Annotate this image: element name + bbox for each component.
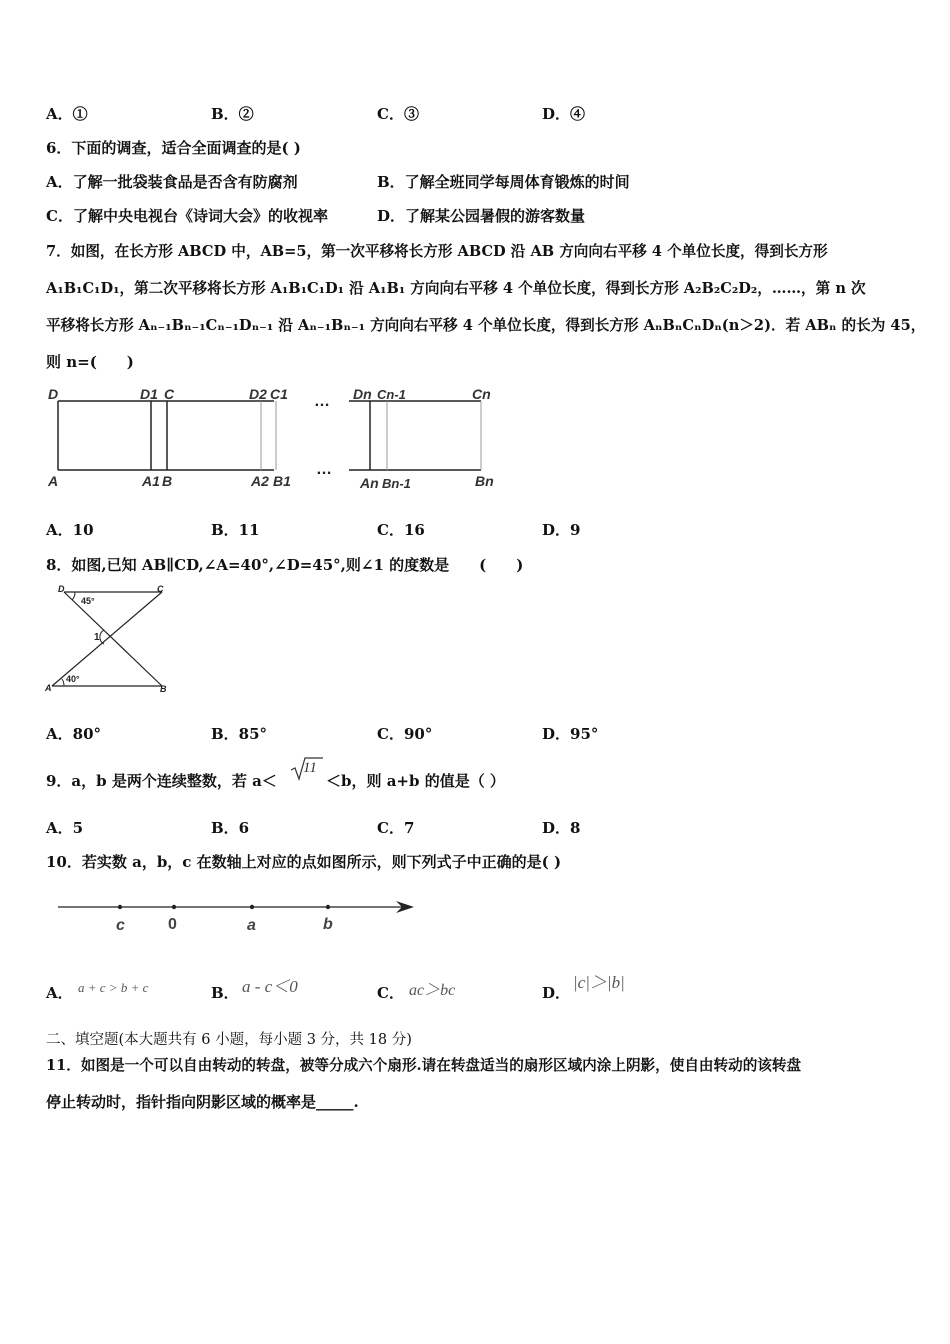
q7-label-A1: A1 bbox=[142, 473, 160, 489]
q10-option-d-expr: |c|＞|b| bbox=[573, 973, 625, 992]
q8-option-b: B．85° bbox=[211, 725, 268, 743]
q10-stem: 10．若实数 a，b，c 在数轴上对应的点如图所示，则下列式子中正确的是( ) bbox=[46, 853, 562, 871]
q7-stem-line4: 则 n=( ) bbox=[46, 353, 134, 371]
q6-option-a: A．了解一批袋装食品是否含有防腐剂 bbox=[46, 173, 298, 191]
q9-option-c: C．7 bbox=[377, 819, 415, 837]
q9-stem-part-a: 9．a，b 是两个连续整数，若 a＜ bbox=[46, 772, 277, 790]
q7-label-A: A bbox=[48, 473, 59, 489]
q8-figure bbox=[44, 582, 174, 697]
q6-option-d: D．了解某公园暑假的游客数量 bbox=[377, 207, 586, 225]
q10-option-d-letter: D． bbox=[542, 984, 571, 1002]
q10-number-line bbox=[54, 895, 424, 940]
q10-label-a: a bbox=[247, 917, 256, 934]
q7-label-B: B bbox=[162, 473, 173, 489]
q7-label-D1: D1 bbox=[140, 386, 158, 402]
q7-label-Dn: Dn bbox=[353, 386, 372, 402]
q9-option-a: A．5 bbox=[46, 819, 84, 837]
q5-option-d: D．④ bbox=[542, 105, 586, 123]
q6-stem: 6．下面的调查，适合全面调查的是( ) bbox=[46, 139, 301, 157]
q11-stem-line2: 停止转动时，指针指向阴影区域的概率是_____. bbox=[46, 1093, 359, 1111]
q8-option-a: A．80° bbox=[46, 725, 102, 743]
q7-stem-line3: 平移将长方形 Aₙ₋₁Bₙ₋₁Cₙ₋₁Dₙ₋₁ 沿 Aₙ₋₁Bₙ₋₁ 方向向右平移 4 个单位长度，得到长方形 AₙBₙCₙDₙ(n＞2)．若 ABₙ 的长为 45， bbox=[46, 317, 926, 334]
q7-label-B1: B1 bbox=[273, 473, 291, 489]
q8-label-40: 40° bbox=[66, 674, 80, 684]
q7-label-Cn-1: Cn-1 bbox=[377, 387, 406, 402]
q10-option-b-letter: B． bbox=[211, 984, 239, 1002]
q9-stem-part-b: ＜b，则 a+b 的值是（ ） bbox=[326, 772, 505, 790]
section2-heading: 二、填空题(本大题共有 6 小题，每小题 3 分，共 18 分) bbox=[46, 1032, 412, 1048]
q7-option-a: A．10 bbox=[46, 521, 94, 539]
q8-stem: 8．如图,已知 AB∥CD,∠A=40°,∠D=45°,则∠1 的度数是 ( ) bbox=[46, 556, 524, 574]
q10-point-b bbox=[326, 905, 330, 909]
q10-option-b-expr: a - c＜0 bbox=[242, 977, 298, 996]
q10-option-a-letter: A． bbox=[46, 984, 73, 1002]
q5-option-a: A．① bbox=[46, 105, 88, 123]
q7-label-An: An bbox=[360, 475, 379, 491]
q8-label-45: 45° bbox=[81, 596, 95, 606]
q8-label-B: B bbox=[160, 684, 167, 694]
q7-label-Cn: Cn bbox=[472, 386, 491, 402]
q6-option-c: C．了解中央电视台《诗词大会》的收视率 bbox=[46, 207, 328, 225]
q8-label-1: 1 bbox=[94, 632, 100, 643]
q9-option-d: D．8 bbox=[542, 819, 581, 837]
q8-angle-d-arc bbox=[72, 592, 75, 600]
q7-label-ellipsis-bottom: … bbox=[316, 461, 332, 478]
q10-option-a-expr: a + c > b + c bbox=[78, 980, 149, 995]
q10-label-0: 0 bbox=[168, 916, 177, 933]
q8-option-d: D．95° bbox=[542, 725, 599, 743]
q11-stem-line1: 11．如图是一个可以自由转动的转盘，被等分成六个扇形.请在转盘适当的扇形区域内涂上阴影，使自由转动的该转盘 bbox=[46, 1057, 802, 1074]
q6-option-b: B．了解全班同学每周体育锻炼的时间 bbox=[377, 173, 630, 191]
q7-label-C: C bbox=[164, 386, 175, 402]
q7-option-b: B．11 bbox=[211, 521, 260, 539]
q10-point-0 bbox=[172, 905, 176, 909]
q7-label-Bn: Bn bbox=[475, 473, 494, 489]
q9-option-b: B．6 bbox=[211, 819, 250, 837]
q7-label-C1: C1 bbox=[270, 386, 288, 402]
q7-label-D2: D2 bbox=[249, 386, 267, 402]
q8-angle-a-arc bbox=[62, 679, 64, 686]
q7-stem-line2: A₁B₁C₁D₁，第二次平移将长方形 A₁B₁C₁D₁ 沿 A₁B₁ 方向向右平移 4 个单位长度，得到长方形 A₂B₂C₂D₂，……，第 n 次 bbox=[46, 280, 866, 297]
q10-point-c bbox=[118, 905, 122, 909]
q5-option-b: B．② bbox=[211, 105, 254, 123]
q7-stem-line1: 7．如图，在长方形 ABCD 中，AB=5，第一次平移将长方形 ABCD 沿 AB 方向向右平移 4 个单位长度，得到长方形 bbox=[46, 243, 828, 260]
q10-option-c-expr: ac＞bc bbox=[409, 982, 456, 999]
q8-line-ac bbox=[52, 592, 162, 686]
q8-option-c: C．90° bbox=[377, 725, 433, 743]
q7-option-c: C．16 bbox=[377, 521, 425, 539]
q7-label-D: D bbox=[48, 386, 59, 402]
q7-figure bbox=[44, 380, 504, 495]
q8-label-C: C bbox=[157, 584, 164, 594]
q7-label-A2: A2 bbox=[251, 473, 269, 489]
q5-option-c: C．③ bbox=[377, 105, 419, 123]
q10-option-c-letter: C． bbox=[377, 984, 404, 1002]
q7-option-d: D．9 bbox=[542, 521, 581, 539]
q8-label-A: A bbox=[45, 683, 52, 693]
q8-line-db bbox=[64, 592, 162, 686]
q7-label-ellipsis-top: … bbox=[314, 393, 330, 410]
q8-label-D: D bbox=[58, 584, 65, 594]
q10-point-a bbox=[250, 905, 254, 909]
q10-label-b: b bbox=[323, 916, 333, 933]
q10-label-c: c bbox=[116, 917, 125, 934]
q9-sqrt-arg: 11 bbox=[303, 760, 317, 776]
q7-label-Bn-1: Bn-1 bbox=[382, 476, 411, 491]
